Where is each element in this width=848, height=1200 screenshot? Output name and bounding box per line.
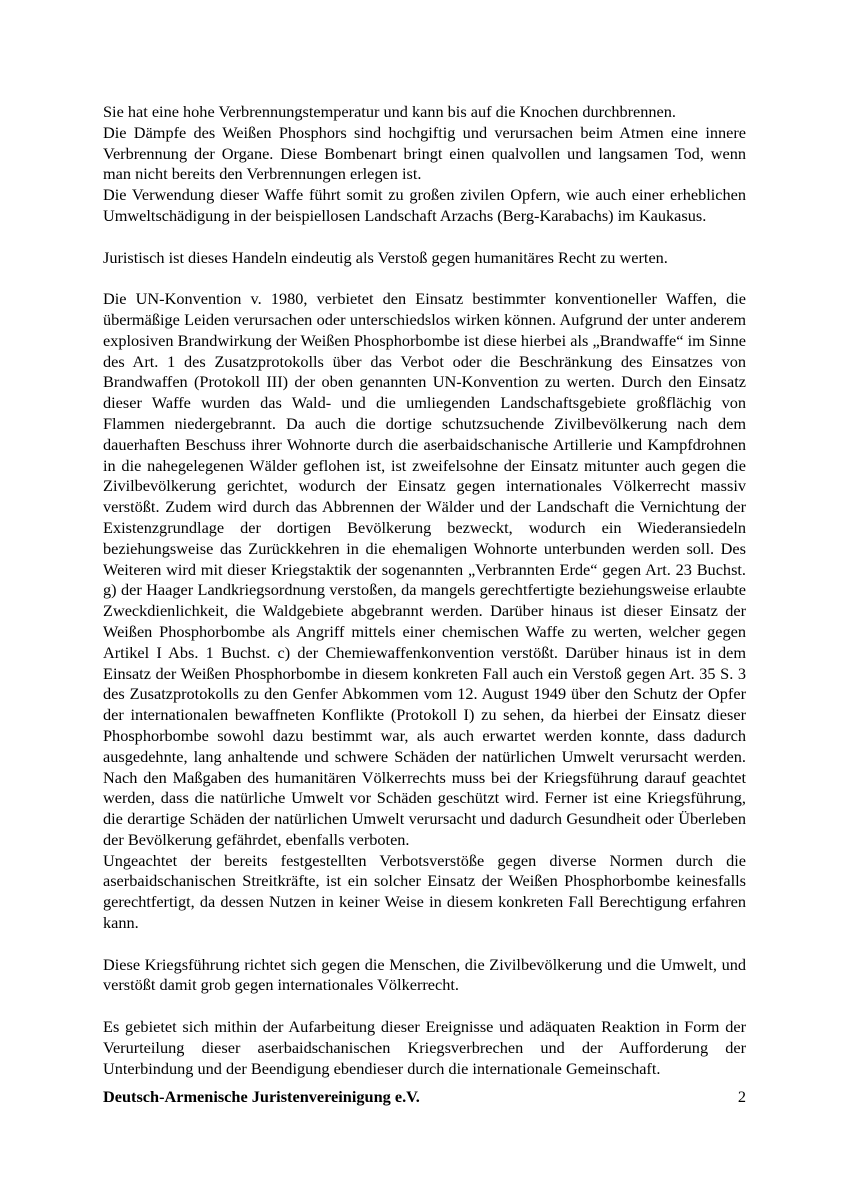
- document-body: [103, 102, 746, 1079]
- footer-organization: Deutsch-Armenische Juristenvereinigung e.V.: [103, 1087, 420, 1106]
- page-footer: [103, 1086, 746, 1108]
- paragraph-civilian-casualties: Die Verwendung dieser Waffe führt somit zu großen zivilen Opfern, wie auch einer erheblichen Umweltschädigung in der beispiellosen Landschaft Arzachs (Berg-Karabachs) im Kaukasus.: [103, 185, 746, 225]
- paragraph-warfare-violation: Diese Kriegsführung richtet sich gegen die Menschen, die Zivilbevölkerung und die Umwelt, und verstößt damit grob gegen internationales Völkerrecht.: [103, 954, 746, 995]
- paragraph-call-to-action: Es gebietet sich mithin der Aufarbeitung dieser Ereignisse und adäquaten Reaktion in Form der Verurteilung dieser aserbaidschanischen Kriegsverbrechen und der Aufforderung der Unterbindung und der Beendigung ebendieser durch die internationale Gemeinschaft.: [103, 1017, 746, 1078]
- paragraph-legal-assessment: Juristisch ist dieses Handeln eindeutig als Verstoß gegen humanitäres Recht zu werten.: [103, 247, 668, 267]
- paragraph-no-justification: Ungeachtet der bereits festgestellten Verbotsverstöße gegen diverse Normen durch die aserbaidschanischen Streitkräfte, ist ein solcher Einsatz der Weißen Phosphorbombe keinesfalls gerechtfertigt, da dessen Nutzen in keiner Weise in diesem konkreten Fall Berechtigung erfahren kann.: [103, 850, 746, 933]
- paragraph-toxic-fumes: Die Dämpfe des Weißen Phosphors sind hochgiftig und verursachen beim Atmen eine innere Verbrennung der Organe. Diese Bombenart bringt einen qualvollen und langsamen Tod, wenn man nicht bereits den Verbrennungen erlegen ist.: [103, 122, 746, 184]
- paragraph-un-convention: Die UN-Konvention v. 1980, verbietet den Einsatz bestimmter konventioneller Waffen, die übermäßige Leiden verursachen oder unterschiedslos wirken können. Aufgrund der unter anderem explosiven Brandwirkung der Weißen Phosphorbombe ist diese hierbei als „Brandwaffe“ im Sinne des Art. 1 des Zusatzprotokolls über das Verbot oder die Beschränkung des Einsatzes von Brandwaffen (Protokoll III) der oben genannten UN-Konvention zu werten. Durch den Einsatz dieser Waffe wurden das Wald- und die umliegenden Landschaftsgebiete großflächig von Flammen niedergebrannt. Da auch die dortige schutzsuchende Zivilbevölkerung nach dem dauerhaften Beschuss ihrer Wohnorte durch die aserbaidschanische Artillerie und Kampfdrohnen in die nahegelegenen Wälder geflohen ist, ist zweifelsohne der Einsatz mitunter auch gegen die Zivilbevölkerung gerichtet, wodurch der Einsatz gegen internationales Völkerrecht massiv verstößt. Zudem wird durch das Abbrennen der Wälder und der Landschaft die Vernichtung der Existenzgrundlage der dortigen Bevölkerung bezweckt, wodurch ein Wiederansiedeln beziehungsweise das Zurückkehren in die ehemaligen Wohnorte unterbunden werden soll. Des Weiteren wird mit dieser Kriegstaktik der sogenannten „Verbrannten Erde“ gegen Art. 23 Buchst. g) der Haager Landkriegsordnung verstoßen, da mangels gerechtfertigte beziehungsweise erlaubte Zweckdienlichkeit, die Waldgebiete abgebrannt werden. Darüber hinaus ist dieser Einsatz der Weißen Phosphorbombe als Angriff mittels einer chemischen Waffe zu werten, welcher gegen Artikel I Abs. 1 Buchst. c) der Chemiewaffenkonvention verstößt. Darüber hinaus ist in dem Einsatz der Weißen Phosphorbombe in diesem konkreten Fall auch ein Verstoß gegen Art. 35 S. 3 des Zusatzprotokolls zu den Genfer Abkommen vom 12. August 1949 über den Schutz der Opfer der internationalen bewaffneten Konflikte (Protokoll I) zu sehen, da hierbei der Einsatz dieser Phosphorbombe sowohl dazu bestimmt war, als auch erwartet werden konnte, dass dadurch ausgedehnte, lang anhaltende und schwere Schäden der natürlichen Umwelt verursacht werden. Nach den Maßgaben des humanitären Völkerrechts muss bei der Kriegsführung darauf geachtet werden, dass die natürliche Umwelt vor Schäden geschützt wird. Ferner ist eine Kriegsführung, die derartige Schäden der natürlichen Umwelt verursacht und dadurch Gesundheit oder Überleben der Bevölkerung gefährdet, ebenfalls verboten.: [103, 289, 746, 849]
- page-number: 2: [737, 1087, 746, 1106]
- paragraph-burn-temperature: Sie hat eine hohe Verbrennungstemperatur und kann bis auf die Knochen durchbrennen.: [103, 102, 676, 121]
